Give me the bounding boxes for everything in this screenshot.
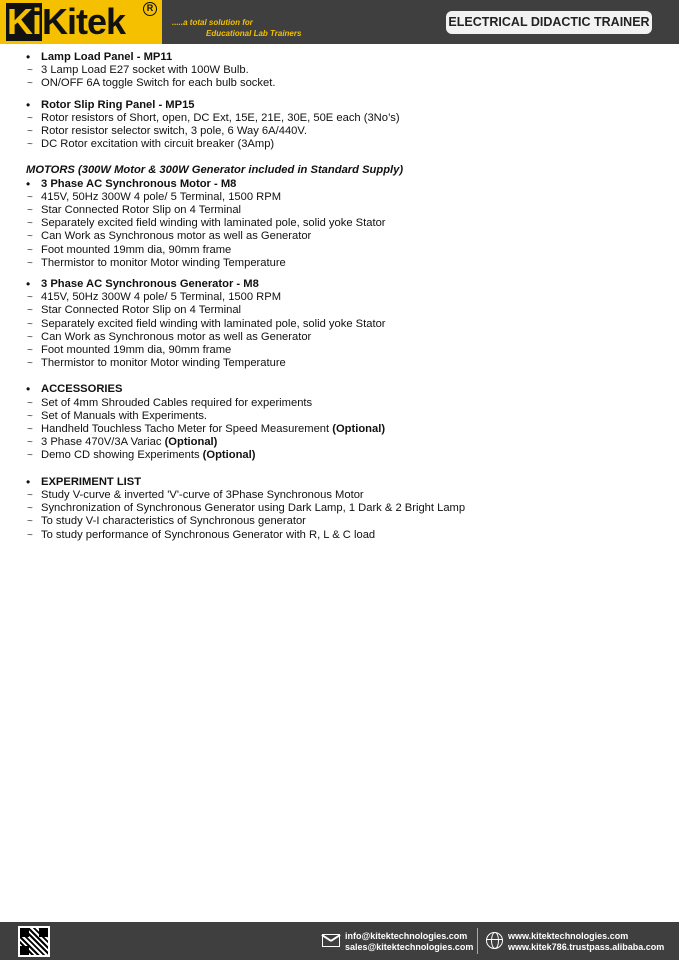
list-item: ~ Thermistor to monitor Motor winding Temperature	[27, 256, 286, 269]
list-item: ~ 3 Phase 470V/3A Variac (Optional)	[27, 436, 218, 449]
list-item: ~ Study V-curve & inverted 'V'-curve of 3Phase Synchronous Motor	[27, 488, 364, 501]
list-item: ~ Star Connected Rotor Slip on 4 Terminal	[27, 304, 242, 317]
tilde-icon: ~	[27, 205, 33, 217]
tilde-icon: ~	[27, 424, 33, 436]
tilde-icon: ~	[27, 191, 33, 203]
list-item: ~ ON/OFF 6A toggle Switch for each bulb socket.	[27, 77, 276, 90]
list-item: ~ Can Work as Synchronous motor as well as Generator	[27, 230, 312, 243]
optional-label: (Optional)	[332, 423, 386, 436]
heading-experiment-list: • EXPERIMENT LIST	[26, 474, 142, 489]
tilde-icon: ~	[27, 257, 33, 269]
tilde-icon: ~	[27, 305, 33, 317]
tilde-icon: ~	[27, 516, 33, 528]
list-item: ~ Can Work as Synchronous motor as well as Generator	[27, 330, 312, 343]
registered-mark: R	[143, 2, 157, 16]
list-item: ~ 3 Lamp Load E27 socket with 100W Bulb.	[27, 64, 249, 77]
page-header	[0, 0, 679, 44]
tilde-icon: ~	[27, 78, 33, 90]
tilde-icon: ~	[27, 529, 33, 541]
heading-synchronous-motor: • 3 Phase AC Synchronous Motor - M8	[26, 176, 237, 191]
list-item: ~ Foot mounted 19mm dia, 90mm frame	[27, 243, 232, 256]
tilde-icon: ~	[27, 345, 33, 357]
doc-title-box	[446, 11, 652, 34]
website-link[interactable]: www.kitektechnologies.com	[508, 931, 629, 941]
bullet-icon: •	[26, 50, 31, 64]
tilde-icon: ~	[27, 503, 33, 515]
mail-icon	[322, 934, 340, 947]
logo-wordmark	[6, 3, 125, 41]
bullet-icon: •	[26, 176, 31, 191]
list-item: ~ Thermistor to monitor Motor winding Temperature	[27, 357, 286, 370]
heading-accessories: • ACCESSORIES	[26, 382, 123, 397]
list-item: ~ Handheld Touchless Tacho Meter for Speed Measurement (Optional)	[27, 423, 386, 436]
bullet-icon: •	[26, 474, 31, 489]
tilde-icon: ~	[27, 244, 33, 256]
list-item: ~ 415V, 50Hz 300W 4 pole/ 5 Terminal, 1500 RPM	[27, 190, 282, 203]
bullet-icon: •	[26, 382, 31, 397]
tilde-icon: ~	[27, 292, 33, 304]
list-item: ~ Rotor resistors of Short, open, DC Ext, 15E, 21E, 30E, 50E each (3No’s)	[27, 111, 400, 124]
tilde-icon: ~	[27, 410, 33, 422]
tilde-icon: ~	[27, 450, 33, 462]
heading-rotor-slip-ring: • Rotor Slip Ring Panel - MP15	[26, 97, 195, 112]
heading-lamp-load: • Lamp Load Panel - MP11	[26, 50, 173, 64]
page-footer	[0, 922, 679, 960]
qr-code[interactable]	[18, 926, 50, 957]
heading-synchronous-generator: • 3 Phase AC Synchronous Generator - M8	[26, 277, 259, 292]
tilde-icon: ~	[27, 65, 33, 77]
alibaba-store-link[interactable]: www.kitek786.trustpass.alibaba.com	[508, 942, 665, 952]
list-item: ~ Separately excited field winding with laminated pole, solid yoke Stator	[27, 217, 386, 230]
tilde-icon: ~	[27, 437, 33, 449]
spec-content	[26, 51, 666, 542]
tilde-icon: ~	[27, 397, 33, 409]
list-item: ~ Separately excited field winding with laminated pole, solid yoke Stator	[27, 317, 386, 330]
footer-divider	[477, 928, 478, 954]
list-item: ~ Synchronization of Synchronous Generator using Dark Lamp, 1 Dark & 2 Bright Lamp	[27, 502, 466, 515]
doc-title: ELECTRICAL DIDACTIC TRAINER	[448, 15, 650, 29]
list-item: ~ Star Connected Rotor Slip on 4 Terminal	[27, 204, 242, 217]
list-item: ~ To study V-I characteristics of Synchronous generator	[27, 515, 306, 528]
motors-section-title: MOTORS (300W Motor & 300W Generator included in Standard Supply)	[26, 164, 404, 177]
list-item: ~ Foot mounted 19mm dia, 90mm frame	[27, 344, 232, 357]
tilde-icon: ~	[27, 126, 33, 138]
optional-label: (Optional)	[164, 436, 218, 449]
tagline-line1: .....a total solution for	[172, 18, 253, 27]
tilde-icon: ~	[27, 231, 33, 243]
tilde-icon: ~	[27, 358, 33, 370]
website-contacts	[508, 931, 664, 953]
optional-label: (Optional)	[202, 449, 256, 462]
globe-icon	[486, 932, 503, 949]
tilde-icon: ~	[27, 112, 33, 124]
email-info-link[interactable]: info@kitektechnologies.com	[345, 931, 468, 941]
list-item: ~ Set of Manuals with Experiments.	[27, 409, 208, 422]
email-sales-link[interactable]: sales@kitektechnologies.com	[345, 942, 474, 952]
qr-code-pattern	[20, 928, 48, 955]
logo-ki-mark: Ki	[7, 1, 41, 42]
list-item: ~ 415V, 50Hz 300W 4 pole/ 5 Terminal, 1500 RPM	[27, 291, 282, 304]
email-contacts	[345, 931, 473, 953]
list-item: ~ To study performance of Synchronous Generator with R, L & C load	[27, 528, 376, 541]
tagline-line2: Educational Lab Trainers	[206, 29, 302, 38]
list-item: ~ Demo CD showing Experiments (Optional)	[27, 449, 256, 462]
tagline	[172, 17, 301, 39]
bullet-icon: •	[26, 97, 31, 112]
tilde-icon: ~	[27, 489, 33, 501]
tilde-icon: ~	[27, 331, 33, 343]
list-item: ~ Set of 4mm Shrouded Cables required for experiments	[27, 396, 313, 409]
tilde-icon: ~	[27, 218, 33, 230]
logo-name: Kitek	[42, 1, 126, 42]
list-item: ~ DC Rotor excitation with circuit breaker (3Amp)	[27, 138, 275, 151]
list-item: ~ Rotor resistor selector switch, 3 pole, 6 Way 6A/440V.	[27, 125, 307, 138]
tilde-icon: ~	[27, 139, 33, 151]
bullet-icon: •	[26, 277, 31, 292]
logo	[0, 0, 162, 44]
tilde-icon: ~	[27, 318, 33, 330]
